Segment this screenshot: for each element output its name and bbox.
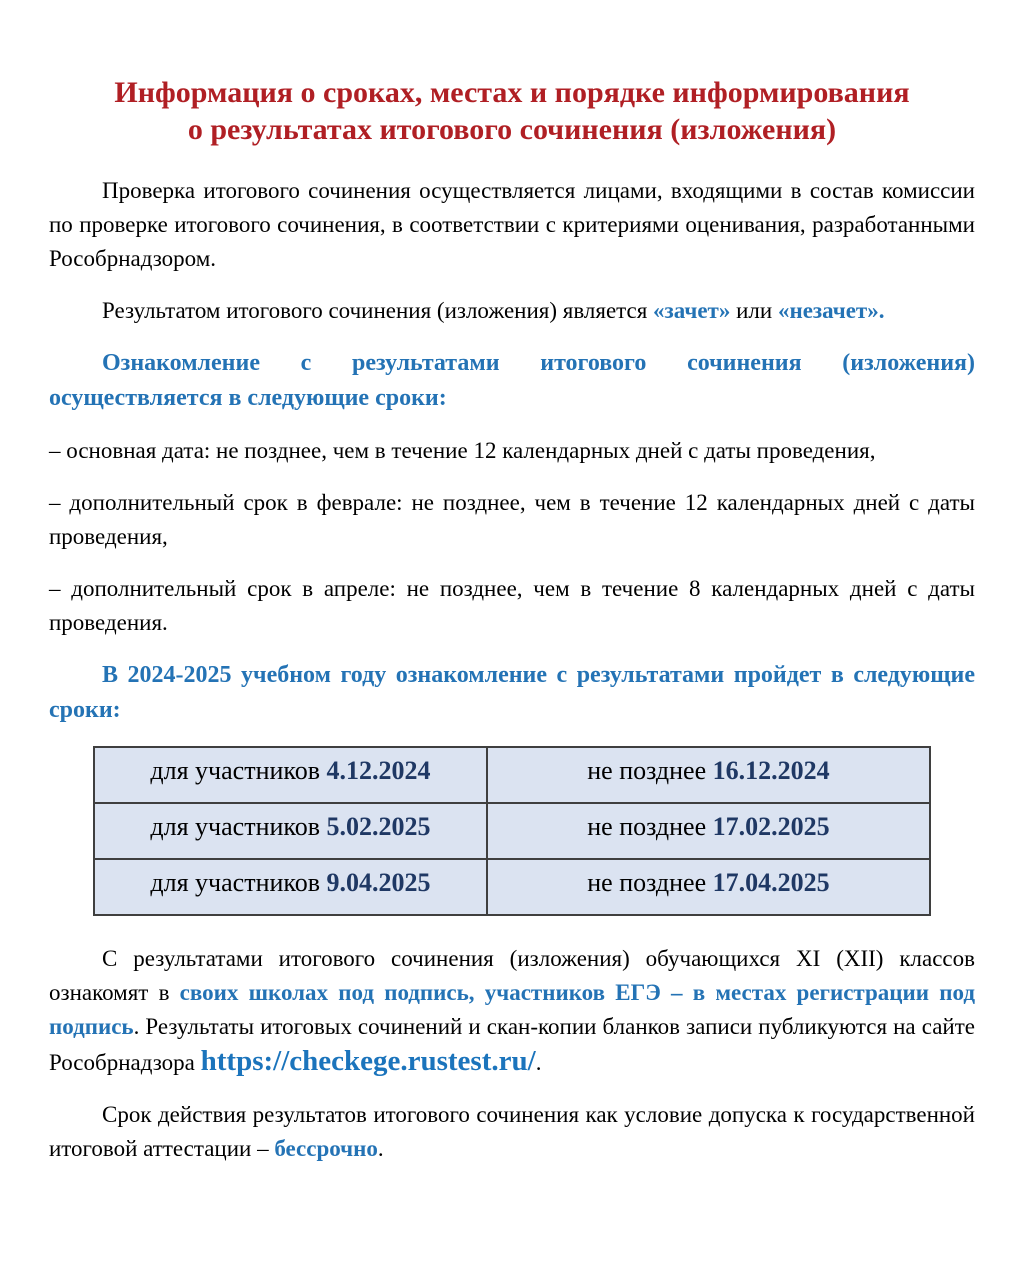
participants-label: для участников: [150, 812, 327, 841]
result-text-1: Результатом итогового сочинения (изложения) является: [102, 298, 654, 323]
paragraph-familiarization: [49, 942, 975, 1080]
table-row-february: [94, 803, 930, 859]
table-row-april: [94, 859, 930, 915]
paragraph-check-procedure: Проверка итогового сочинения осуществляется лицами, входящими в состав комиссии по проверке итогового сочинения, в соответствии с критериями оценивания, разработанными Рособрнадзором.: [49, 178, 975, 271]
familiarization-text-2: . Результаты итоговых сочинений и скан-копии бланков записи публикуются на сайте Рособрнадзора: [49, 1014, 975, 1075]
deadline-date: 17.02.2025: [712, 812, 830, 841]
page-title-line-1: Информация о сроках, местах и порядке информирования: [114, 76, 910, 109]
paragraph-result: [49, 294, 975, 328]
page-title: [49, 74, 975, 148]
exam-date: 5.02.2025: [326, 812, 431, 841]
table-row-december: [94, 747, 930, 803]
term-april: – дополнительный срок в апреле: не позднее, чем в течение 8 календарных дней с даты проведения.: [49, 576, 975, 635]
results-schedule-table: [93, 746, 931, 916]
familiarization-period: .: [535, 1050, 542, 1075]
participants-label: для участников: [150, 756, 327, 785]
cell-deadline-december: [487, 747, 930, 803]
cell-participants-april: [94, 859, 487, 915]
deadline-label: не позднее: [587, 756, 713, 785]
exam-date: 9.04.2025: [326, 868, 431, 897]
familiarization-places: своих школах под подпись, участников ЕГЭ – в местах регистрации под подпись: [49, 980, 975, 1039]
result-text-2: или: [730, 298, 778, 323]
validity-text: Срок действия результатов итогового сочинения как условие допуска к государственной итоговой аттестации –: [49, 1102, 975, 1161]
checkege-link[interactable]: https://checkege.rustest.ru/: [200, 1045, 536, 1077]
deadline-label: не позднее: [587, 868, 713, 897]
heading-terms: Ознакомление с результатами итогового сочинения (изложения) осуществляется в следующие сроки:: [49, 350, 975, 411]
cell-deadline-april: [487, 859, 930, 915]
paragraph-validity: [49, 1098, 975, 1166]
cell-participants-december: [94, 747, 487, 803]
validity-period: .: [377, 1136, 384, 1161]
cell-participants-february: [94, 803, 487, 859]
page-title-line-2: о результатах итогового сочинения (изложения): [187, 113, 837, 146]
exam-date: 4.12.2024: [326, 756, 431, 785]
cell-deadline-february: [487, 803, 930, 859]
familiarization-text-1: С результатами итогового сочинения (изложения) обучающихся XI (XII) классов ознакомят в: [49, 946, 975, 1005]
validity-term: бессрочно: [274, 1136, 378, 1161]
term-main-date: – основная дата: не позднее, чем в течение 12 календарных дней с даты проведения,: [49, 438, 876, 463]
result-fail-term: «незачет».: [777, 298, 885, 323]
deadline-date: 16.12.2024: [712, 756, 830, 785]
term-february: – дополнительный срок в феврале: не позднее, чем в течение 12 календарных дней с даты проведения,: [49, 490, 975, 549]
deadline-date: 17.04.2025: [712, 868, 830, 897]
result-pass-term: «зачет»: [653, 298, 731, 323]
participants-label: для участников: [150, 868, 327, 897]
deadline-label: не позднее: [587, 812, 713, 841]
heading-school-year: В 2024-2025 учебном году ознакомление с результатами пройдет в следующие сроки:: [49, 662, 975, 723]
